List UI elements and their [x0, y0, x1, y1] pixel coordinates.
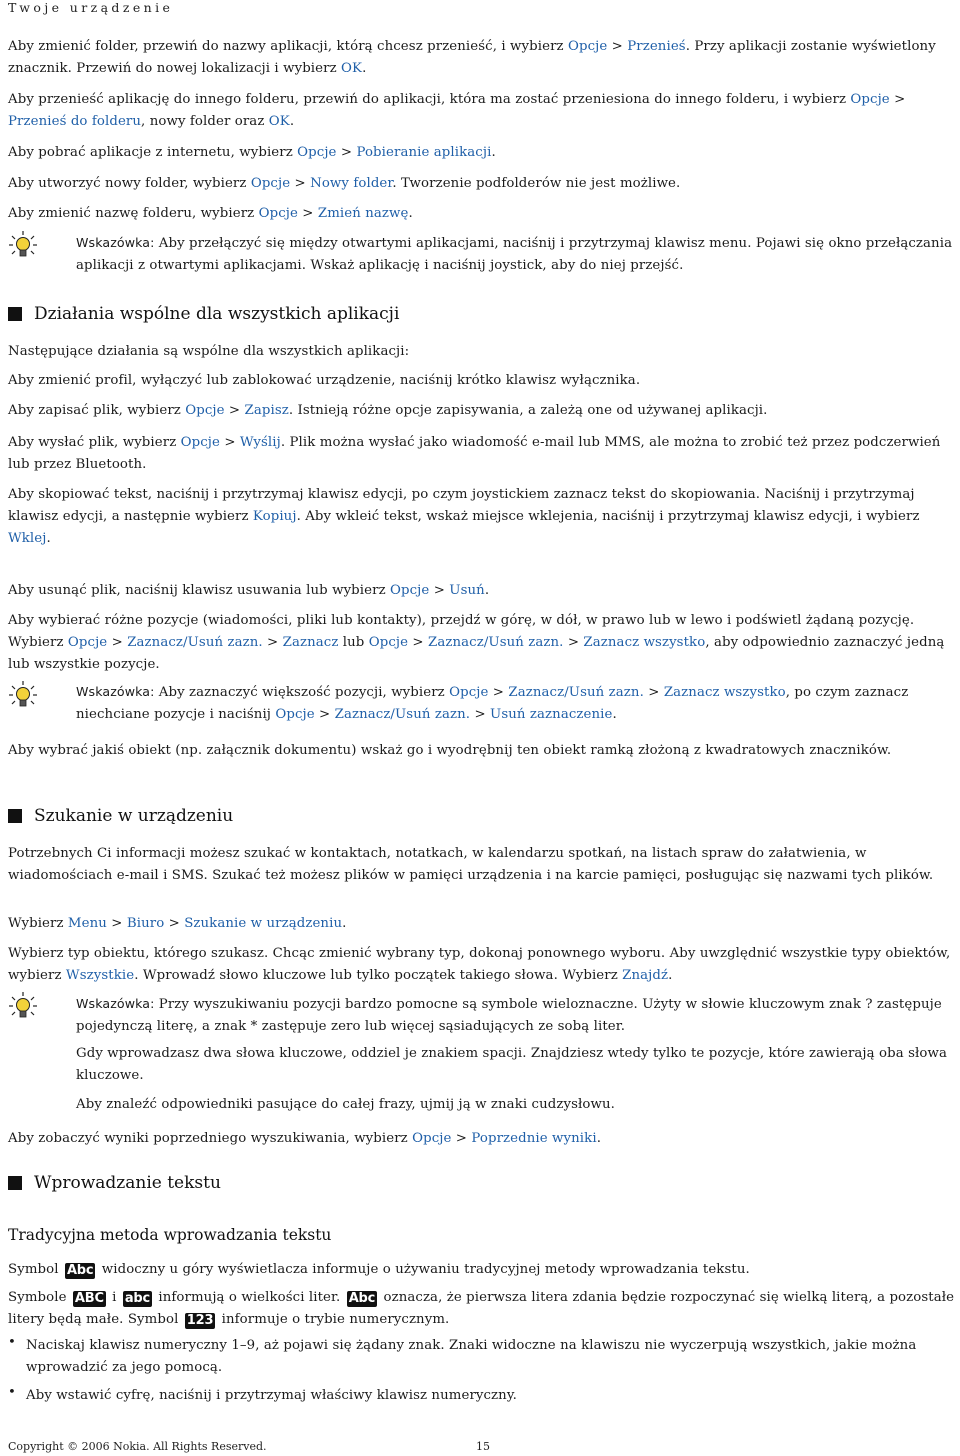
- paragraph-select-object: Aby wybrać jakiś obiekt (np. załącznik dokumentu) wskaż go i wyodrębnij ten obiekt ramką złożoną z kwadratowych znaczników.: [8, 743, 892, 758]
- text: . Tworzenie podfolderów nie jest możliwe.: [392, 176, 681, 191]
- paragraph-copy-text: [8, 484, 956, 550]
- link-przenies-do-folderu[interactable]: Przenieś do folderu: [8, 114, 142, 129]
- text: , po czym zaznacz niechciane pozycje i naciśnij: [76, 685, 909, 722]
- lightbulb-icon: [8, 991, 38, 1021]
- text: .: [342, 916, 347, 931]
- black-square-icon: [8, 307, 22, 321]
- abc-mode-icon: Abc: [66, 1263, 94, 1278]
- text: , nowy folder oraz: [141, 114, 269, 129]
- text: lub: [338, 635, 369, 650]
- paragraph-search-intro: Potrzebnych Ci informacji możesz szukać w kontaktach, notatkach, w kalendarzu spotkań, na listach spraw do załatwienia, w wiadomościach e-mail i SMS. Szukać też możesz plików w pamięci urządzenia i na karcie pamięci, posługując się nazwami tych plików.: [8, 846, 934, 883]
- link-nowy-folder[interactable]: Nowy folder: [310, 176, 393, 191]
- link-opcje[interactable]: Opcje: [250, 176, 291, 191]
- link-opcje[interactable]: Opcje: [390, 583, 430, 598]
- text: informują o wielkości liter.: [154, 1290, 345, 1305]
- text: .: [362, 61, 367, 76]
- link-opcje[interactable]: Opcje: [850, 92, 890, 107]
- text: >: [488, 685, 509, 700]
- paragraph-abc-symbol: [8, 1259, 956, 1281]
- link-znajdz[interactable]: Znajdź: [622, 968, 669, 983]
- paragraph-new-folder: [8, 173, 956, 195]
- text: >: [290, 176, 311, 191]
- link-zaznacz-wszystko[interactable]: Zaznacz wszystko: [663, 685, 786, 700]
- paragraph-rename-folder: [8, 203, 956, 225]
- paragraph-previous-results: [8, 1128, 956, 1150]
- paragraph-change-folder: [8, 36, 956, 80]
- link-kopiuj[interactable]: Kopiuj: [252, 509, 297, 524]
- text: widoczny u góry wyświetlacza informuje o używaniu tradycyjnej metody wprowadzania tekstu.: [97, 1262, 750, 1277]
- text: .: [596, 1131, 602, 1146]
- tip-two-keywords: Gdy wprowadzasz dwa słowa kluczowe, oddziel je znakiem spacji. Znajdziesz wtedy tylko te pozycje, które zawierają oba słowa kluczowe.: [76, 1046, 948, 1083]
- link-opcje[interactable]: Opcje: [67, 635, 108, 650]
- link-zapisz[interactable]: Zapisz: [244, 403, 289, 418]
- footer-copyright: Copyright © 2006 Nokia. All Rights Reserved.: [8, 1440, 267, 1453]
- link-opcje[interactable]: Opcje: [449, 685, 489, 700]
- link-opcje[interactable]: Opcje: [567, 39, 608, 54]
- text: >: [643, 685, 664, 700]
- text: >: [314, 707, 335, 722]
- link-zaznacz[interactable]: Zaznacz: [282, 635, 339, 650]
- paragraph-case-symbols: [8, 1287, 956, 1331]
- tip-select-most: [76, 681, 956, 726]
- link-wszystkie[interactable]: Wszystkie: [65, 968, 135, 983]
- text: .: [408, 206, 413, 221]
- text: Aby zmienić folder, przewiń do nazwy aplikacji, którą chcesz przenieść, i wybierz: [8, 39, 568, 54]
- link-menu[interactable]: Menu: [67, 916, 107, 931]
- link-biuro[interactable]: Biuro: [126, 916, 165, 931]
- text: Aby wybierać różne pozycje (wiadomości, pliki lub kontakty), przejdź w górę, w dół, w prawo lub w lewo i podświetl żądaną pozycję. Wybierz: [8, 613, 915, 650]
- text: oznacza, że pierwsza litera zdania będzie rozpoczynać się wielką literą, a pozostałe litery będą małe. Symbol: [8, 1290, 955, 1327]
- tip-label: Wskazówka:: [76, 235, 155, 250]
- link-ok[interactable]: OK: [268, 114, 290, 129]
- text: Aby zaznaczyć większość pozycji, wybierz: [154, 685, 450, 700]
- link-pobieranie-aplikacji[interactable]: Pobieranie aplikacji: [356, 145, 492, 160]
- section-title: Działania wspólne dla wszystkich aplikacji: [34, 304, 400, 324]
- link-ok[interactable]: OK: [341, 61, 363, 76]
- bullet-insert-digit: Aby wstawić cyfrę, naciśnij i przytrzymaj właściwy klawisz numeryczny.: [26, 1388, 517, 1403]
- text: >: [470, 707, 491, 722]
- link-szukanie-w-urzadzeniu[interactable]: Szukanie w urządzeniu: [184, 916, 343, 931]
- tip-label: Wskazówka:: [76, 996, 155, 1011]
- section-title: Szukanie w urządzeniu: [34, 806, 234, 826]
- link-opcje[interactable]: Opcje: [368, 635, 409, 650]
- link-usun-zaznaczenie[interactable]: Usuń zaznaczenie: [490, 707, 613, 722]
- bullet-numeric-keys: Naciskaj klawisz numeryczny 1–9, aż pojawi się żądany znak. Znaki widoczne na klawiszu nie wyczerpują wszystkich, jakie można wprowadzić za jego pomocą.: [26, 1338, 917, 1375]
- text: >: [224, 403, 245, 418]
- black-square-icon: [8, 1176, 22, 1190]
- text: >: [607, 39, 628, 54]
- paragraph-common-intro: Następujące działania są wspólne dla wszystkich aplikacji:: [8, 344, 410, 359]
- link-opcje[interactable]: Opcje: [258, 206, 298, 221]
- text: .: [491, 145, 496, 160]
- text: .: [668, 968, 673, 983]
- page-number: 15: [476, 1440, 490, 1453]
- text: >: [889, 92, 906, 107]
- link-zaznacz-usun-zazn[interactable]: Zaznacz/Usuń zazn.: [508, 685, 644, 700]
- text: .: [484, 583, 490, 598]
- text: Aby pobrać aplikacje z internetu, wybierz: [8, 145, 298, 160]
- text: >: [451, 1131, 472, 1146]
- tip-phrase: Aby znaleźć odpowiedniki pasujące do całej frazy, ujmij ją w znaki cudzysłowu.: [76, 1097, 615, 1112]
- paragraph-select-items: [8, 610, 956, 676]
- text: Aby zmienić nazwę folderu, wybierz: [8, 206, 259, 221]
- black-square-icon: [8, 809, 22, 823]
- text: i: [107, 1290, 121, 1305]
- tip-text: Przy wyszukiwaniu pozycji bardzo pomocne są symbole wieloznaczne. Użyty w słowie kluczowym znak ? zastępuje pojedynczą literę, a znak * zastępuje zero lub więcej sąsiadujących ze sobą liter.: [76, 997, 942, 1034]
- paragraph-search-path: [8, 913, 956, 935]
- text: >: [106, 916, 127, 931]
- text: >: [107, 635, 128, 650]
- text: . Przy aplikacji zostanie wyświetlony znacznik. Przewiń do nowej lokalizacji i wybierz: [8, 39, 936, 76]
- link-przenies[interactable]: Przenieś: [627, 39, 686, 54]
- text: Aby przenieść aplikację do innego folderu, przewiń do aplikacji, która ma zostać przeniesiona do innego folderu, i wybierz: [8, 92, 851, 107]
- lowercase-mode-icon: abc: [124, 1291, 151, 1306]
- tip-text: Aby przełączyć się między otwartymi aplikacjami, naciśnij i przytrzymaj klawisz menu. Pojawi się okno przełączania aplikacji z otwartymi aplikacjami. Wskaż aplikację i naciśnij joystick, aby do niej przejść.: [76, 236, 953, 273]
- numeric-mode-icon: 123: [186, 1313, 214, 1328]
- text: informuje o trybie numerycznym.: [217, 1312, 450, 1327]
- link-poprzednie-wyniki[interactable]: Poprzednie wyniki: [471, 1131, 597, 1146]
- text: Wybierz typ obiektu, którego szukasz. Chcąc zmienić wybrany typ, dokonaj ponownego wyboru. Aby uwzględnić wszystkie typy obiektów, wybierz: [8, 946, 951, 983]
- text: Symbole: [8, 1290, 71, 1305]
- tip-switch-apps: [76, 232, 956, 277]
- text: . Istnieją różne opcje zapisywania, a zależą one od używanej aplikacji.: [288, 403, 768, 418]
- text: Aby zapisać plik, wybierz: [8, 403, 186, 418]
- sentence-case-mode-icon: Abc: [348, 1291, 376, 1306]
- link-opcje[interactable]: Opcje: [297, 145, 337, 160]
- section-title: Wprowadzanie tekstu: [34, 1173, 221, 1193]
- text: >: [336, 145, 357, 160]
- text: >: [408, 635, 428, 650]
- paragraph-delete-file: [8, 580, 956, 602]
- link-wyslij[interactable]: Wyślij: [239, 435, 281, 450]
- text: Aby utworzyć nowy folder, wybierz: [8, 176, 251, 191]
- text: Aby skopiować tekst, naciśnij i przytrzymaj klawisz edycji, po czym joystickiem zaznacz tekst do skopiowania. Naciśnij i przytrzymaj klawisz edycji, a następnie wybierz: [8, 487, 915, 524]
- text: >: [164, 916, 185, 931]
- text: Aby usunąć plik, naciśnij klawisz usuwania lub wybierz: [8, 583, 391, 598]
- page-header: Twoje urządzenie: [8, 0, 174, 15]
- text: . Wprowadź słowo kluczowe lub tylko początek takiego słowa. Wybierz: [134, 968, 623, 983]
- link-zaznacz-wszystko[interactable]: Zaznacz wszystko: [583, 635, 706, 650]
- paragraph-change-profile: Aby zmienić profil, wyłączyć lub zablokować urządzenie, naciśnij krótko klawisz wyłącznika.: [8, 373, 641, 388]
- section-heading-common-actions: [8, 302, 399, 326]
- tip-label: Wskazówka:: [76, 684, 155, 699]
- text: Aby wysłać plik, wybierz: [8, 435, 181, 450]
- link-zaznacz-usun-zazn[interactable]: Zaznacz/Usuń zazn.: [127, 635, 263, 650]
- tip-wildcards: [76, 993, 956, 1038]
- subsection-title: Tradycyjna metoda wprowadzania tekstu: [8, 1226, 332, 1244]
- text: .: [46, 531, 51, 546]
- text: >: [563, 635, 584, 650]
- text: , aby odpowiednio zaznaczyć jedną lub wszystkie pozycje.: [8, 635, 945, 672]
- paragraph-send-file: [8, 432, 956, 476]
- link-zaznacz-usun-zazn[interactable]: Zaznacz/Usuń zazn.: [334, 707, 471, 722]
- link-usun[interactable]: Usuń: [449, 583, 485, 598]
- text: >: [429, 583, 450, 598]
- section-heading-text-input: [8, 1171, 221, 1195]
- text: .: [612, 707, 617, 722]
- text: . Aby wkleić tekst, wskaż miejsce wklejenia, naciśnij i przytrzymaj klawisz edycji, i wybierz: [296, 509, 920, 524]
- link-zmien-nazwe[interactable]: Zmień nazwę: [317, 206, 409, 221]
- bullet-marker: •: [8, 1385, 16, 1400]
- bullet-marker: •: [8, 1335, 16, 1350]
- paragraph-move-app: [8, 89, 956, 133]
- paragraph-download-apps: [8, 142, 956, 164]
- lightbulb-icon: [8, 230, 38, 260]
- link-opcje[interactable]: Opcje: [180, 435, 220, 450]
- lightbulb-icon: [8, 680, 38, 710]
- text: Symbol: [8, 1262, 63, 1277]
- text: >: [297, 206, 318, 221]
- text: >: [262, 635, 283, 650]
- link-opcje[interactable]: Opcje: [275, 707, 315, 722]
- paragraph-save-file: [8, 400, 956, 422]
- uppercase-mode-icon: ABC: [74, 1291, 104, 1306]
- link-wklej[interactable]: Wklej: [8, 531, 47, 546]
- text: . Plik można wysłać jako wiadomość e-mail lub MMS, ale można to zrobić też przez podczerwień lub przez Bluetooth.: [8, 435, 941, 472]
- text: .: [289, 114, 295, 129]
- link-opcje[interactable]: Opcje: [185, 403, 225, 418]
- text: >: [220, 435, 240, 450]
- text: Wybierz: [8, 916, 68, 931]
- section-heading-search: [8, 804, 233, 828]
- link-zaznacz-usun-zazn[interactable]: Zaznacz/Usuń zazn.: [428, 635, 564, 650]
- paragraph-search-type: [8, 943, 956, 987]
- text: Aby zobaczyć wyniki poprzedniego wyszukiwania, wybierz: [8, 1131, 413, 1146]
- link-opcje[interactable]: Opcje: [412, 1131, 452, 1146]
